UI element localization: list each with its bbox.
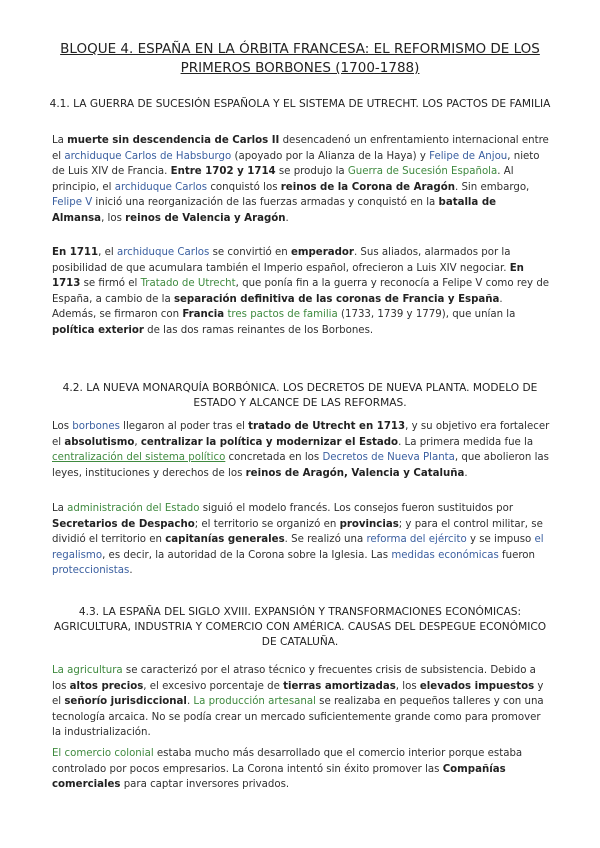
paragraph (52, 501, 550, 579)
highlight-term: Decretos de Nueva Planta (322, 452, 455, 464)
highlight-term: En 1711 (52, 247, 99, 258)
paragraph (52, 245, 550, 339)
text-run: , el excesivo porcentaje de (143, 680, 284, 692)
paragraph (52, 419, 550, 481)
text-run: . (186, 696, 194, 708)
highlight-term: Felipe V (52, 197, 93, 209)
highlight-term: centralización del sistema político (52, 452, 226, 464)
highlight-term: el regalismo (52, 534, 544, 561)
highlight-term: centralizar (140, 436, 203, 448)
highlight-term: Felipe de Anjou (429, 150, 508, 162)
text-run: inició una reorganización de las fuerzas armadas y conquistó en la (92, 197, 439, 209)
highlight-term: batalla de Almansa (52, 197, 497, 224)
text-run: desencadenó un enfrentamiento internacional entre el (52, 135, 549, 162)
text-run: siguió el modelo francés. Los consejos fueron sustituidos por (199, 503, 514, 514)
text-run: . Al principio, el (52, 166, 514, 193)
text-run: se caracterizó por el atraso técnico y frecuentes crisis de subsistencia. Debido a los (52, 665, 536, 692)
text-run: , que abolieron las leyes, instituciones y derechos de los (52, 452, 549, 479)
text-run: , nieto de Luis XIV de Francia. (52, 150, 540, 178)
text-run: se realizaba en pequeños talleres y con una tecnología arcaica. No se podía crear un mercado suficientemente grande como para promover la industrialización. (52, 696, 544, 739)
highlight-term: muerte sin descendencia de Carlos II (67, 135, 280, 146)
text-run: se firmó el (80, 278, 141, 290)
highlight-term: archiduque Carlos (116, 247, 210, 258)
highlight-term: altos precios (69, 680, 144, 692)
document-title: BLOQUE 4. ESPAÑA EN LA ÓRBITA FRANCESA: EL REFORMISMO DE LOS PRIMEROS BORBONES (1700-1788) (60, 41, 540, 76)
text-run: , es decir, la autoridad de la Corona sobre la Iglesia. Las (102, 549, 392, 561)
highlight-term: tratado de Utrecht en 1713 (248, 421, 406, 432)
text-run: llegaron al poder tras el (119, 421, 249, 432)
highlight-term: provincias (339, 518, 399, 530)
highlight-term: la política y modernizar el Estado (205, 436, 399, 448)
highlight-term: La agricultura (52, 665, 123, 676)
highlight-term: reinos de Aragón, Valencia y Cataluña (245, 467, 465, 479)
text-run: , que ponía fin a la guerra y reconocía a Felipe V como rey de España, a cambio de la (52, 278, 550, 305)
highlight-term: capitanías generales (165, 534, 285, 546)
highlight-term: Compañías comerciales (52, 763, 506, 791)
text-run: La (52, 135, 68, 146)
highlight-term: Secretarios de Despacho (52, 518, 195, 530)
highlight-term: Tratado de Utrecht (140, 278, 236, 290)
text-run: estaba mucho más desarrollado que el comercio interior porque estaba controlado por pocos empresarios. La Corona intentó sin éxito promover las (52, 748, 523, 775)
text-run: conquistó los (207, 181, 281, 193)
text-run: . Se realizó una (284, 534, 367, 546)
text-run: Los (52, 421, 73, 432)
text-run: , el (98, 247, 117, 258)
section-heading-4-1: 4.1. LA GUERRA DE SUCESIÓN ESPAÑOLA Y EL SISTEMA DE UTRECHT. LOS PACTOS DE FAMILIA (49, 98, 551, 110)
paragraph (52, 663, 550, 741)
highlight-term: En 1713 (52, 262, 524, 290)
paragraph (52, 746, 550, 793)
section-heading-4-2: 4.2. LA NUEVA MONARQUÍA BORBÓNICA. LOS DECRETOS DE NUEVA PLANTA. MODELO DE ESTADO Y ALCANCE DE LAS REFORMAS. (62, 382, 538, 409)
highlight-term: borbones (72, 421, 120, 432)
text-run: concretada en los (225, 452, 323, 464)
highlight-term: separación definitiva de las coronas de Francia y España (173, 293, 500, 305)
highlight-term: señorío jurisdiccional (64, 696, 187, 708)
highlight-term: Guerra de Sucesión Española (347, 166, 498, 178)
text-run: (apoyado por la Alianza de la Haya) y (231, 150, 430, 162)
text-run: . Además, se firmaron con (52, 293, 503, 321)
highlight-term: reforma del ejército (366, 534, 467, 546)
paragraph (52, 133, 550, 227)
text-run: . Sin embargo, (454, 181, 530, 193)
highlight-term: elevados impuestos (419, 680, 535, 692)
text-run: fueron (498, 549, 535, 561)
highlight-term: administración del Estado (67, 503, 200, 514)
text-run: , y su objetivo era fortalecer el (52, 421, 550, 448)
text-run: , los (101, 212, 126, 224)
highlight-term: tres pactos de familia (227, 309, 338, 321)
text-run: , los (395, 680, 420, 692)
highlight-term: tierras amortizadas (283, 680, 396, 692)
text-run: . (285, 212, 289, 224)
text-run: . La primera medida fue la (398, 436, 534, 448)
text-run: La (52, 503, 68, 514)
text-run: de las dos ramas reinantes de los Borbones. (143, 324, 374, 336)
highlight-term: Entre 1702 y 1714 (170, 166, 276, 178)
text-run: y se impuso (466, 534, 535, 546)
highlight-term: Francia (182, 309, 225, 321)
highlight-term: El comercio colonial (52, 748, 154, 759)
section-heading-4-3: 4.3. LA ESPAÑA DEL SIGLO XVIII. EXPANSIÓN Y TRANSFORMACIONES ECONÓMICAS: AGRICULTURA, INDUSTRIA Y COMERCIO CON AMÉRICA. CAUSAS DEL DESPEGUE ECONÓMICO DE CATALUÑA. (53, 606, 547, 648)
text-run: . (129, 565, 133, 577)
text-run: se produjo la (275, 166, 348, 178)
text-run: se convirtió en (209, 247, 291, 258)
text-run: para captar inversores privados. (120, 779, 290, 791)
highlight-term: medidas económicas (391, 549, 499, 561)
text-run: , (134, 436, 141, 448)
highlight-term: reinos de la Corona de Aragón (280, 181, 455, 193)
highlight-term: proteccionistas (52, 565, 130, 577)
highlight-term: absolutismo (64, 436, 135, 448)
text-run: y el (52, 680, 544, 708)
highlight-term: política exterior (52, 324, 144, 336)
highlight-term: archiduque Carlos de Habsburgo (64, 150, 232, 162)
text-run: . Sus aliados, alarmados por la posibilidad de que acumulara también el Imperio español, ofrecieron a Luis XIV negociar. (52, 247, 511, 274)
highlight-term: emperador (290, 247, 354, 258)
highlight-term: reinos de Valencia y Aragón (125, 212, 286, 224)
text-run: ; el territorio se organizó en (194, 518, 340, 530)
text-run: (1733, 1739 y 1779), que unían la (337, 309, 516, 321)
text-run: ; y para el control militar, se dividió el territorio en (52, 518, 543, 546)
highlight-term: archiduque Carlos (114, 181, 208, 193)
highlight-term: La producción artesanal (193, 696, 316, 708)
text-run: . (464, 467, 468, 479)
